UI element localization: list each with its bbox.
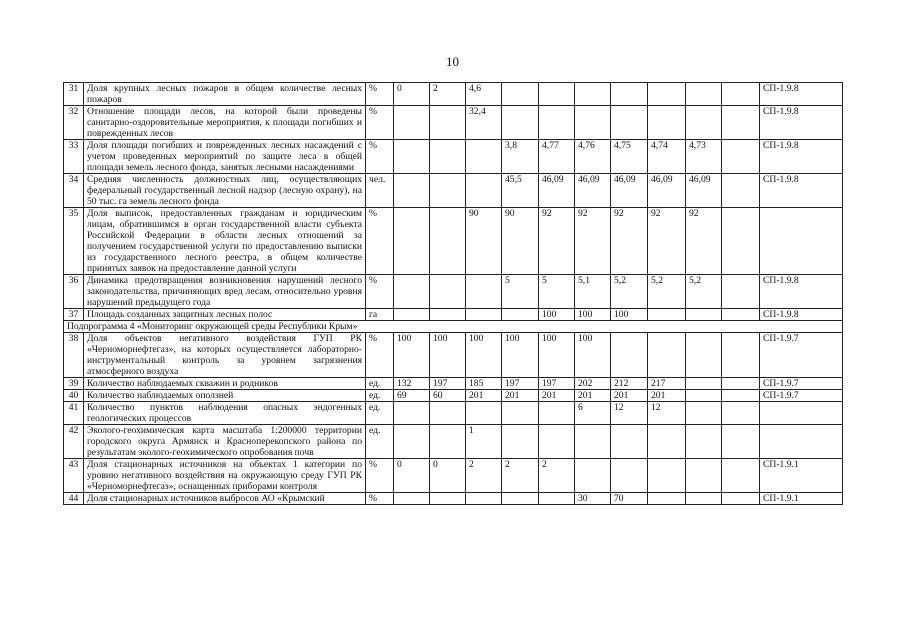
value-cell: [430, 275, 466, 309]
unit-cell: %: [366, 459, 394, 493]
indicator-name: Доля выписок, предоставленных гражданам и юридическим лицам, обратившимся в орган государственной власти субъекта Российской Федерации в области лесных отношений за получением государственной услуги по предоставлению выписки из государственного лесного реестра, в общем количестве принятых заявок на предоставление данной услуги: [84, 208, 366, 275]
value-cell: [466, 402, 502, 425]
value-cell: 92: [575, 208, 611, 275]
value-cell: [686, 106, 722, 140]
value-cell: 217: [648, 378, 686, 390]
value-cell: 4,76: [575, 140, 611, 174]
value-cell: 0: [394, 83, 430, 106]
value-cell: 46,09: [611, 174, 648, 208]
reference-code: СП-1.9.1: [760, 493, 843, 505]
reference-code: СП-1.9.7: [760, 333, 843, 378]
unit-cell: га: [366, 309, 394, 321]
value-cell: [430, 174, 466, 208]
value-cell: 12: [611, 402, 648, 425]
reference-code: [760, 402, 843, 425]
row-number: 43: [64, 459, 84, 493]
unit-cell: ед.: [366, 425, 394, 459]
indicator-name: Динамика предотвращения возникновения нарушений лесного законодательства, причиняющих вред лесам, относительно уровня нарушений предыдущего года: [84, 275, 366, 309]
reference-code: СП-1.9.1: [760, 459, 843, 493]
value-cell: 197: [502, 378, 539, 390]
indicator-table: [63, 82, 843, 505]
value-cell: [394, 106, 430, 140]
value-cell: 201: [502, 390, 539, 402]
value-cell: [430, 425, 466, 459]
value-cell: [611, 333, 648, 378]
value-cell: 12: [648, 402, 686, 425]
value-cell: 5,2: [686, 275, 722, 309]
value-cell: [722, 275, 760, 309]
value-cell: 90: [502, 208, 539, 275]
table-row: [64, 425, 843, 459]
table-row: [64, 333, 843, 378]
value-cell: [611, 459, 648, 493]
row-number: 37: [64, 309, 84, 321]
row-number: 33: [64, 140, 84, 174]
value-cell: 201: [648, 390, 686, 402]
indicator-name: Количество пунктов наблюдения опасных эндогенных геологических процессов: [84, 402, 366, 425]
value-cell: [648, 425, 686, 459]
value-cell: 90: [466, 208, 502, 275]
value-cell: 201: [611, 390, 648, 402]
row-number: 32: [64, 106, 84, 140]
row-number: 38: [64, 333, 84, 378]
value-cell: 100: [394, 333, 430, 378]
value-cell: 197: [430, 378, 466, 390]
value-cell: 4,6: [466, 83, 502, 106]
value-cell: [394, 174, 430, 208]
value-cell: [430, 106, 466, 140]
reference-code: СП-1.9.8: [760, 106, 843, 140]
row-number: 34: [64, 174, 84, 208]
unit-cell: %: [366, 140, 394, 174]
value-cell: [686, 493, 722, 505]
value-cell: [394, 275, 430, 309]
value-cell: 2: [466, 459, 502, 493]
reference-code: СП-1.9.8: [760, 309, 843, 321]
value-cell: [466, 493, 502, 505]
value-cell: [430, 402, 466, 425]
row-number: 35: [64, 208, 84, 275]
unit-cell: %: [366, 208, 394, 275]
value-cell: [686, 402, 722, 425]
value-cell: 45,5: [502, 174, 539, 208]
value-cell: 100: [466, 333, 502, 378]
value-cell: [502, 425, 539, 459]
value-cell: [539, 493, 575, 505]
unit-cell: ед.: [366, 378, 394, 390]
row-number: 36: [64, 275, 84, 309]
value-cell: [722, 309, 760, 321]
indicator-name: Отношение площади лесов, на которой были проведены санитарно-оздоровительные мероприятия, к площади погибших и поврежденных лесов: [84, 106, 366, 140]
indicator-name: Эколого-геохимическая карта масштаба 1:200000 территории городского округа Армянск и Красноперекопского района по результатам эколого-геохимического опробования почв: [84, 425, 366, 459]
value-cell: [686, 390, 722, 402]
value-cell: 1: [466, 425, 502, 459]
value-cell: 60: [430, 390, 466, 402]
value-cell: [394, 493, 430, 505]
value-cell: [686, 309, 722, 321]
table-row: [64, 378, 843, 390]
value-cell: 46,09: [575, 174, 611, 208]
value-cell: 92: [611, 208, 648, 275]
value-cell: [722, 459, 760, 493]
value-cell: 5,2: [611, 275, 648, 309]
value-cell: [466, 174, 502, 208]
value-cell: 0: [430, 459, 466, 493]
table-row: [64, 275, 843, 309]
value-cell: [575, 106, 611, 140]
value-cell: 5: [539, 275, 575, 309]
table-row: [64, 493, 843, 505]
value-cell: [502, 83, 539, 106]
value-cell: 100: [430, 333, 466, 378]
value-cell: 92: [648, 208, 686, 275]
value-cell: 3,8: [502, 140, 539, 174]
value-cell: [539, 402, 575, 425]
value-cell: 202: [575, 378, 611, 390]
row-number: 31: [64, 83, 84, 106]
section-header-row: [64, 321, 843, 333]
value-cell: [686, 83, 722, 106]
value-cell: [539, 106, 575, 140]
value-cell: [502, 106, 539, 140]
value-cell: 185: [466, 378, 502, 390]
value-cell: 4,74: [648, 140, 686, 174]
value-cell: [648, 459, 686, 493]
value-cell: [394, 425, 430, 459]
value-cell: [611, 106, 648, 140]
value-cell: [575, 83, 611, 106]
reference-code: СП-1.9.8: [760, 140, 843, 174]
value-cell: 100: [539, 333, 575, 378]
value-cell: 5,2: [648, 275, 686, 309]
value-cell: [539, 425, 575, 459]
value-cell: 100: [611, 309, 648, 321]
reference-code: СП-1.9.7: [760, 390, 843, 402]
table-row: [64, 402, 843, 425]
value-cell: [722, 493, 760, 505]
value-cell: 30: [575, 493, 611, 505]
value-cell: 46,09: [539, 174, 575, 208]
table-row: [64, 390, 843, 402]
value-cell: 5: [502, 275, 539, 309]
unit-cell: %: [366, 106, 394, 140]
value-cell: [648, 83, 686, 106]
value-cell: [575, 459, 611, 493]
value-cell: 32,4: [466, 106, 502, 140]
reference-code: СП-1.9.7: [760, 378, 843, 390]
value-cell: 70: [611, 493, 648, 505]
value-cell: [611, 83, 648, 106]
value-cell: 46,09: [648, 174, 686, 208]
indicator-name: Количество наблюдаемых оползней: [84, 390, 366, 402]
value-cell: [648, 309, 686, 321]
value-cell: 197: [539, 378, 575, 390]
row-number: 39: [64, 378, 84, 390]
value-cell: 46,09: [686, 174, 722, 208]
value-cell: 201: [575, 390, 611, 402]
value-cell: [648, 106, 686, 140]
row-number: 40: [64, 390, 84, 402]
indicator-name: Площадь созданных защитных лесных полос: [84, 309, 366, 321]
value-cell: [722, 83, 760, 106]
value-cell: [722, 106, 760, 140]
value-cell: 100: [502, 333, 539, 378]
reference-code: СП-1.9.8: [760, 83, 843, 106]
unit-cell: ед.: [366, 390, 394, 402]
value-cell: 0: [394, 459, 430, 493]
value-cell: 5,1: [575, 275, 611, 309]
value-cell: [502, 493, 539, 505]
value-cell: [394, 208, 430, 275]
table-row: [64, 208, 843, 275]
table-row: [64, 140, 843, 174]
reference-code: [760, 425, 843, 459]
value-cell: 100: [539, 309, 575, 321]
value-cell: 4,75: [611, 140, 648, 174]
value-cell: [722, 378, 760, 390]
indicator-name: Количество наблюдаемых скважин и родников: [84, 378, 366, 390]
reference-code: СП-1.9.8: [760, 275, 843, 309]
value-cell: 92: [686, 208, 722, 275]
value-cell: [648, 493, 686, 505]
table-row: [64, 459, 843, 493]
value-cell: [430, 208, 466, 275]
value-cell: 100: [575, 333, 611, 378]
value-cell: [394, 309, 430, 321]
indicator-name: Доля крупных лесных пожаров в общем количестве лесных пожаров: [84, 83, 366, 106]
reference-code: СП-1.9.8: [760, 174, 843, 208]
value-cell: 212: [611, 378, 648, 390]
row-number: 42: [64, 425, 84, 459]
value-cell: 4,77: [539, 140, 575, 174]
value-cell: 6: [575, 402, 611, 425]
value-cell: [539, 83, 575, 106]
unit-cell: %: [366, 333, 394, 378]
indicator-name: Доля площади погибших и поврежденных лесных насаждений с учетом проведенных мероприятий по защите леса в общей площади земель лесного фонда, занятых лесными насаждениями: [84, 140, 366, 174]
value-cell: [430, 309, 466, 321]
value-cell: [394, 140, 430, 174]
value-cell: 201: [466, 390, 502, 402]
row-number: 41: [64, 402, 84, 425]
value-cell: [502, 309, 539, 321]
value-cell: [686, 459, 722, 493]
value-cell: [466, 275, 502, 309]
value-cell: 92: [539, 208, 575, 275]
value-cell: 4,73: [686, 140, 722, 174]
indicator-name: Доля стационарных источников выбросов АО «Крымский: [84, 493, 366, 505]
value-cell: [686, 333, 722, 378]
table-row: [64, 83, 843, 106]
value-cell: [575, 425, 611, 459]
value-cell: [722, 402, 760, 425]
unit-cell: чел.: [366, 174, 394, 208]
table-row: [64, 174, 843, 208]
value-cell: [648, 333, 686, 378]
value-cell: [430, 140, 466, 174]
unit-cell: ед.: [366, 402, 394, 425]
value-cell: [430, 493, 466, 505]
indicator-name: Доля стационарных источников на объектах 1 категории по уровню негативного воздействия на окружающую среду ГУП РК «Черноморнефтегаз», оснащенных приборами контроля: [84, 459, 366, 493]
section-title: Подпрограмма 4 «Мониторинг окружающей среды Республики Крым»: [64, 321, 843, 333]
unit-cell: %: [366, 275, 394, 309]
value-cell: [466, 140, 502, 174]
value-cell: 132: [394, 378, 430, 390]
value-cell: [686, 425, 722, 459]
value-cell: 2: [430, 83, 466, 106]
value-cell: [722, 208, 760, 275]
row-number: 44: [64, 493, 84, 505]
indicator-name: Доля объектов негативного воздействия ГУП РК «Черноморнефтегаз», на которых осуществляется лабораторно-инструментальный контроль за уровнем загрязнения атмосферного воздуха: [84, 333, 366, 378]
unit-cell: %: [366, 83, 394, 106]
value-cell: 2: [502, 459, 539, 493]
value-cell: 201: [539, 390, 575, 402]
indicator-name: Средняя численность должностных лиц, осуществляющих федеральный государственный лесной надзор (лесную охрану), на 50 тыс. га земель лесного фонда: [84, 174, 366, 208]
value-cell: 100: [575, 309, 611, 321]
value-cell: [722, 333, 760, 378]
value-cell: [722, 174, 760, 208]
reference-code: [760, 208, 843, 275]
value-cell: 69: [394, 390, 430, 402]
value-cell: [722, 425, 760, 459]
table-row: [64, 106, 843, 140]
unit-cell: %: [366, 493, 394, 505]
value-cell: [466, 309, 502, 321]
value-cell: 2: [539, 459, 575, 493]
table-row: [64, 309, 843, 321]
value-cell: [722, 390, 760, 402]
value-cell: [502, 402, 539, 425]
value-cell: [394, 402, 430, 425]
value-cell: [611, 425, 648, 459]
value-cell: [686, 378, 722, 390]
table-body: [64, 83, 843, 505]
page-number: 10: [446, 54, 459, 69]
value-cell: [722, 140, 760, 174]
